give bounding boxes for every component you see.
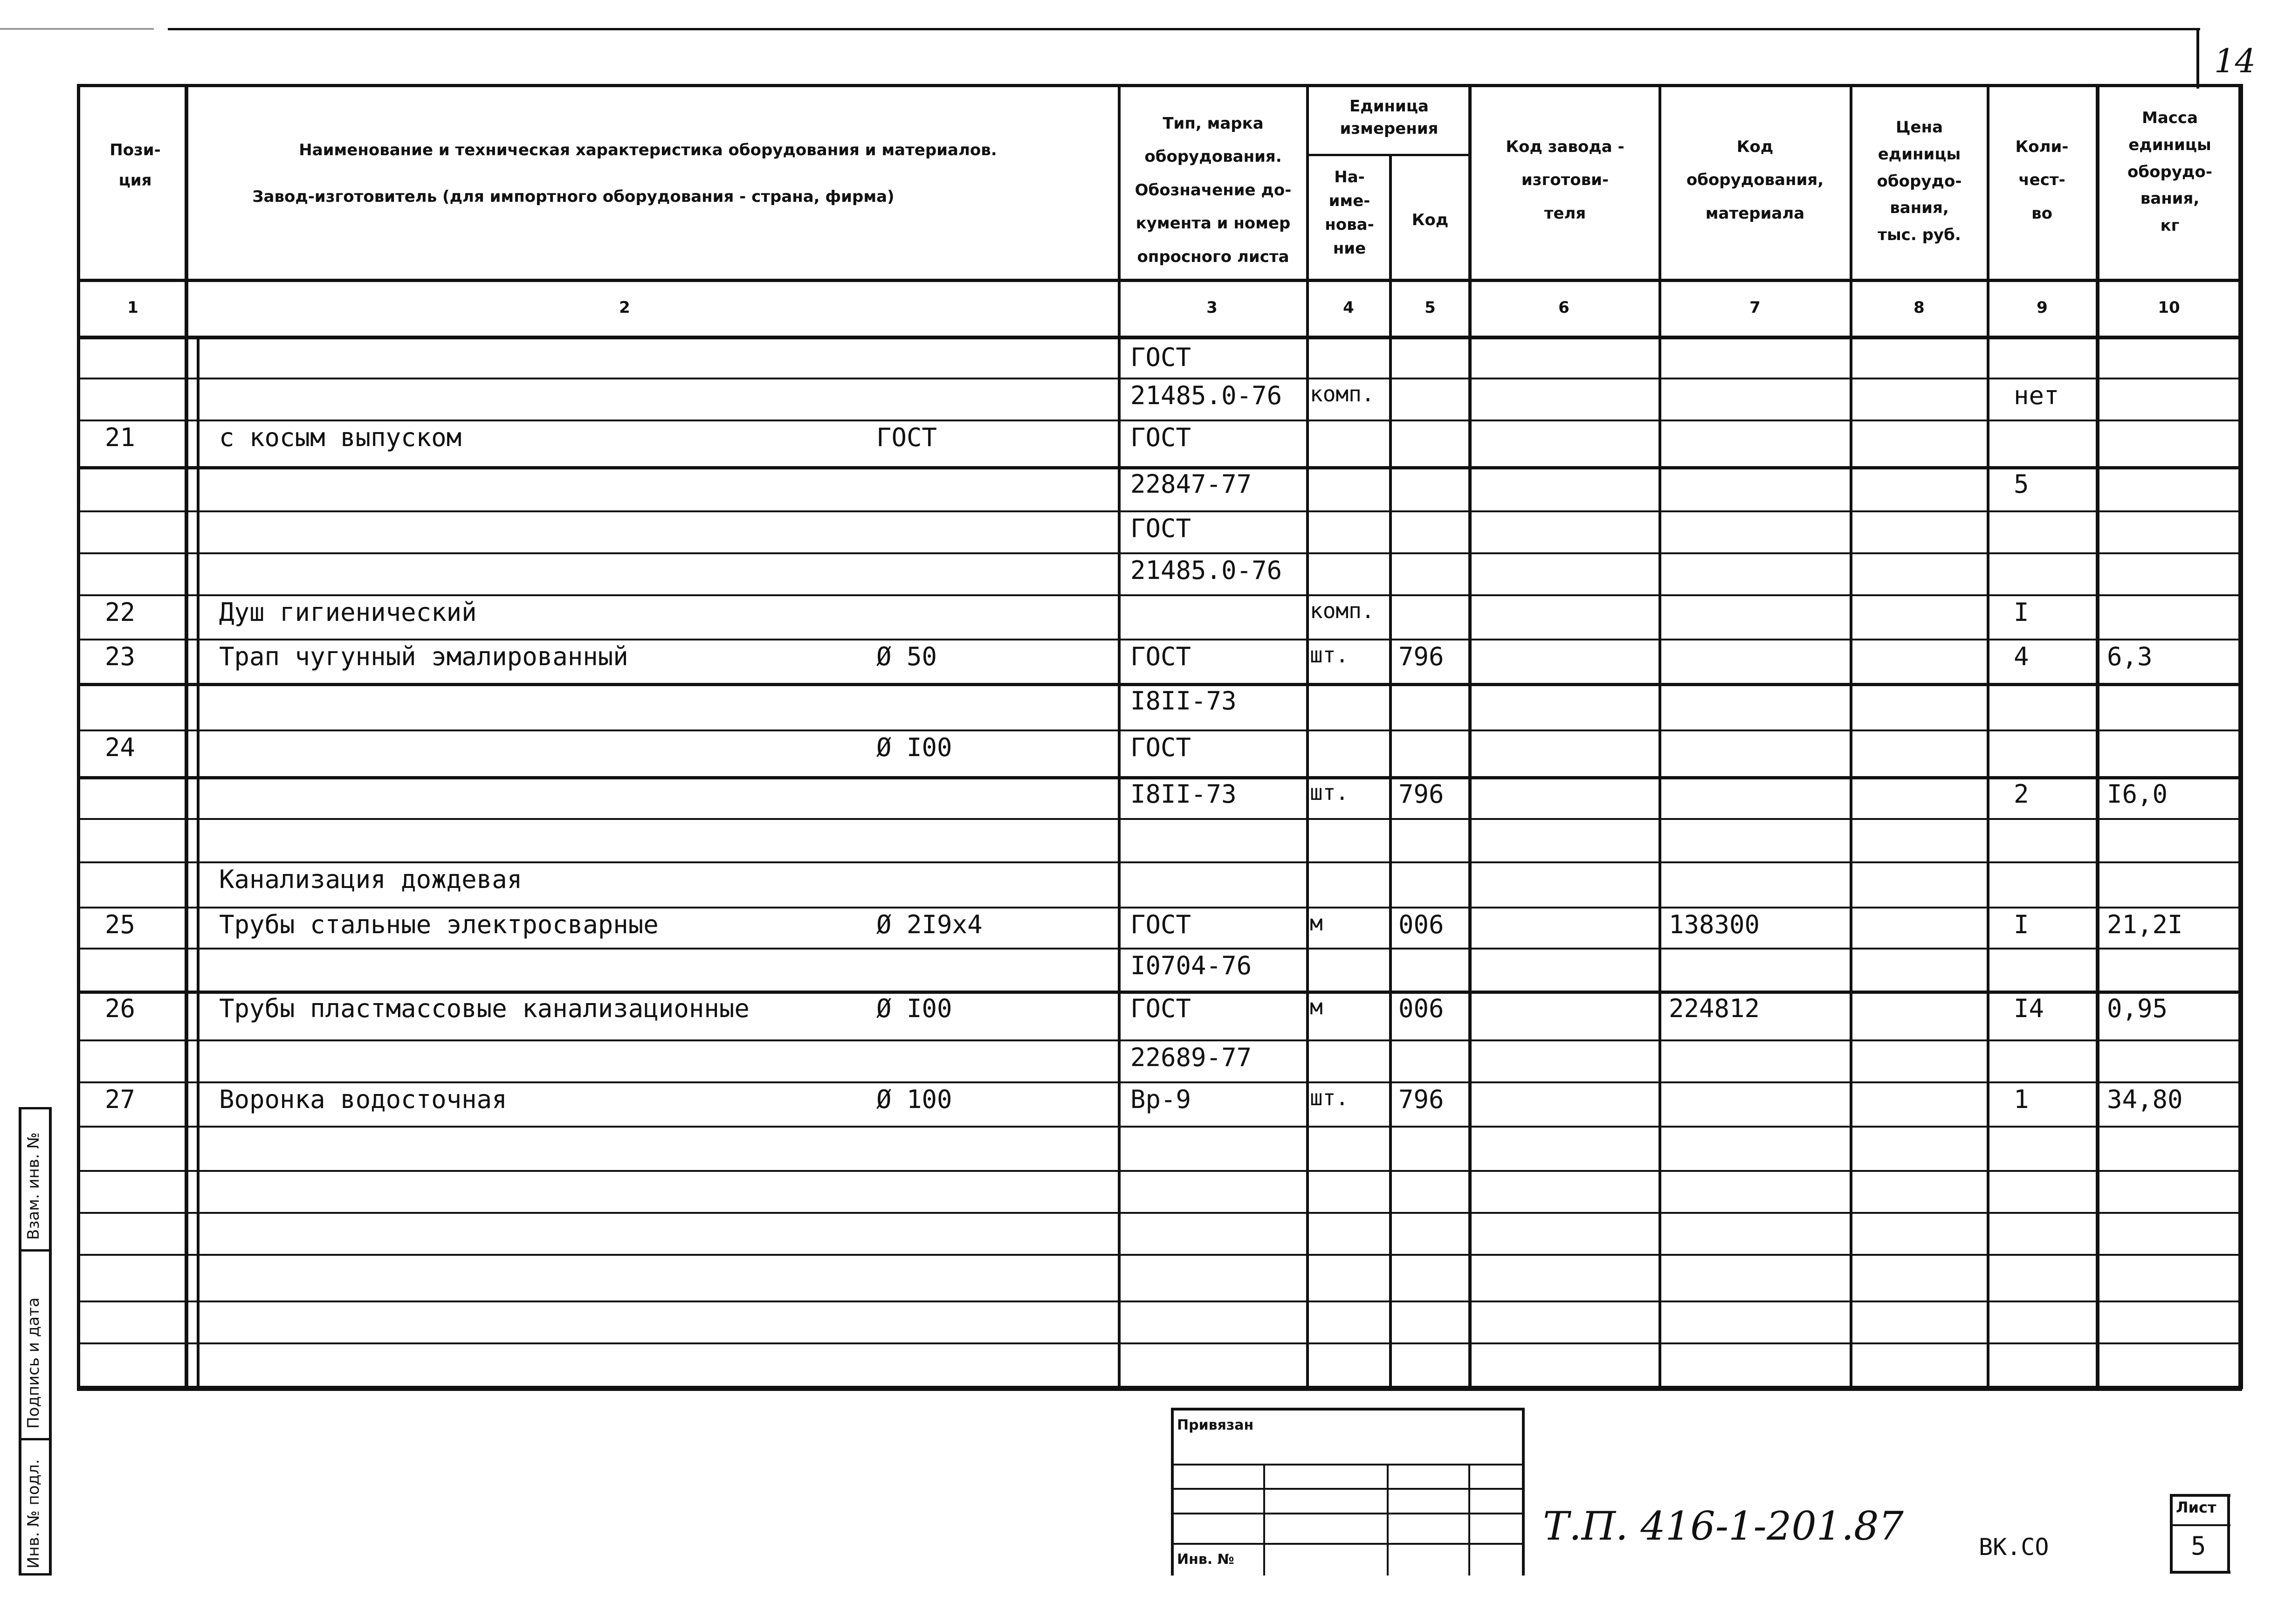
header-unit-group: Единица измерения bbox=[1340, 97, 1438, 138]
table-cell-type: ГОСТ bbox=[1130, 642, 1191, 671]
table-cell-qty: 1 bbox=[2014, 1085, 2029, 1114]
column-number: 6 bbox=[1558, 298, 1569, 317]
header-unit-code: Код bbox=[1411, 211, 1449, 229]
table-cell-mat: 224812 bbox=[1669, 994, 1760, 1023]
header-material-code: Код оборудования, материала bbox=[1686, 138, 1824, 223]
table-cell-unit: шт. bbox=[1310, 1085, 1349, 1110]
table-cell-mass: 21,2I bbox=[2107, 910, 2183, 939]
column-number: 7 bbox=[1749, 298, 1761, 317]
side-vzam: Взам. инв. № bbox=[24, 1132, 43, 1240]
table-cell-name: Канализация дождевая bbox=[219, 865, 523, 894]
table-cell-name: Трубы стальные электросварные bbox=[219, 910, 659, 939]
table-cell-size: ГОСТ bbox=[876, 423, 937, 452]
header-quantity: Коли- чест- во bbox=[2015, 138, 2069, 223]
table-cell-size: Ø I00 bbox=[876, 994, 952, 1023]
header-unit-name: На- име- нова- ние bbox=[1325, 168, 1374, 258]
table-cell-qty: 4 bbox=[2014, 642, 2029, 671]
header-name-line2: Завод-изготовитель (для импортного оборудования - страна, фирма) bbox=[252, 187, 895, 206]
table-cell-code: 006 bbox=[1398, 994, 1444, 1023]
table-cell-unit: шт. bbox=[1310, 642, 1349, 667]
header-price: Цена единицы оборудо- вания, тыс. руб. bbox=[1877, 118, 1962, 245]
table-cell-type: ГОСТ bbox=[1130, 514, 1191, 543]
table-cell-pos: 22 bbox=[105, 598, 136, 627]
table-cell-mat: 138300 bbox=[1669, 910, 1760, 939]
table-cell-unit: м bbox=[1310, 994, 1323, 1019]
column-number: 4 bbox=[1343, 298, 1354, 317]
table-cell-type: ГОСТ bbox=[1130, 994, 1191, 1023]
table-cell-type: 22847-77 bbox=[1130, 469, 1252, 499]
table-cell-unit: комп. bbox=[1310, 381, 1375, 406]
table-cell-unit: шт. bbox=[1310, 780, 1349, 805]
table-cell-code: 006 bbox=[1398, 910, 1444, 939]
table-cell-type: Вр-9 bbox=[1130, 1085, 1191, 1114]
table-cell-size: Ø 100 bbox=[876, 1085, 952, 1114]
table-cell-mass: 34,80 bbox=[2107, 1085, 2183, 1114]
column-number: 8 bbox=[1913, 298, 1925, 317]
table-cell-type: ГОСТ bbox=[1130, 733, 1191, 762]
table-cell-size: Ø 2I9x4 bbox=[876, 910, 983, 939]
table-cell-type: I0704-76 bbox=[1130, 951, 1252, 980]
table-cell-type: ГОСТ bbox=[1130, 910, 1191, 939]
table-cell-qty: 2 bbox=[2014, 779, 2029, 809]
table-cell-type: 21485.0-76 bbox=[1130, 381, 1282, 410]
table-cell-name: Трап чугунный эмалированный bbox=[219, 642, 628, 671]
header-name-line1: Наименование и техническая характеристика оборудования и материалов. bbox=[299, 141, 997, 159]
table-cell-unit: м bbox=[1310, 910, 1323, 936]
table-cell-type: ГОСТ bbox=[1130, 423, 1191, 452]
table-cell-mass: 6,3 bbox=[2107, 642, 2153, 671]
column-number: 2 bbox=[619, 298, 630, 317]
table-cell-type: I8II-73 bbox=[1130, 779, 1237, 809]
column-number: 9 bbox=[2037, 298, 2048, 317]
table-cell-pos: 21 bbox=[105, 423, 136, 452]
table-cell-type: ГОСТ bbox=[1130, 343, 1191, 372]
stamp-privyazan: Привязан bbox=[1177, 1417, 1254, 1433]
table-cell-size: Ø 50 bbox=[876, 642, 937, 671]
table-cell-name: с косым выпуском bbox=[219, 423, 462, 452]
table-cell-type: I8II-73 bbox=[1130, 686, 1237, 716]
table-cell-qty: I bbox=[2014, 598, 2029, 627]
table-cell-type: 21485.0-76 bbox=[1130, 556, 1282, 585]
table-cell-unit: комп. bbox=[1310, 598, 1375, 623]
side-inv-podl: Инв. № подл. bbox=[24, 1459, 43, 1569]
table-cell-mass: 0,95 bbox=[2107, 994, 2168, 1023]
table-cell-type: 22689-77 bbox=[1130, 1043, 1252, 1072]
table-cell-name: Трубы пластмассовые канализационные bbox=[219, 994, 750, 1023]
table-cell-pos: 24 bbox=[105, 733, 136, 762]
header-type: Тип, марка оборудования. Обозначение до- кумента и номер опросного листа bbox=[1135, 114, 1292, 266]
column-number: 3 bbox=[1206, 298, 1218, 317]
table-cell-pos: 27 bbox=[105, 1085, 136, 1114]
table-cell-qty: I bbox=[2014, 910, 2029, 939]
sheet-number: 5 bbox=[2191, 1531, 2206, 1561]
table-cell-name: Воронка водосточная bbox=[219, 1085, 507, 1114]
stamp-inv-no: Инв. № bbox=[1177, 1551, 1234, 1568]
table-cell-name: Душ гигиенический bbox=[219, 598, 477, 627]
header-position: Пози- ция bbox=[110, 141, 161, 190]
column-number: 1 bbox=[127, 298, 138, 317]
header-factory-code: Код завода - изготови- теля bbox=[1506, 138, 1624, 223]
project-number: Т.П. 416-1-201.87 bbox=[1543, 1503, 1904, 1549]
column-number: 10 bbox=[2158, 298, 2180, 317]
table-cell-mass: I6,0 bbox=[2107, 779, 2168, 809]
table-cell-code: 796 bbox=[1398, 1085, 1444, 1114]
table-cell-code: 796 bbox=[1398, 779, 1444, 809]
header-mass: Масса единицы оборудо- вания, кг bbox=[2127, 109, 2212, 235]
table-cell-qty: нет bbox=[2014, 381, 2059, 410]
sheet-corner-mark: 14 bbox=[2214, 42, 2256, 80]
table-cell-qty: 5 bbox=[2014, 469, 2029, 499]
table-cell-pos: 25 bbox=[105, 910, 136, 939]
table-cell-size: Ø I00 bbox=[876, 733, 952, 762]
column-number: 5 bbox=[1425, 298, 1436, 317]
document-code: ВК.СО bbox=[1979, 1534, 2049, 1561]
table-cell-qty: I4 bbox=[2014, 994, 2044, 1023]
table-cell-code: 796 bbox=[1398, 642, 1444, 671]
side-podpis: Подпись и дата bbox=[24, 1297, 43, 1429]
table-cell-pos: 26 bbox=[105, 994, 136, 1023]
sheet-label: Лист bbox=[2176, 1499, 2216, 1516]
table-cell-pos: 23 bbox=[105, 642, 136, 671]
